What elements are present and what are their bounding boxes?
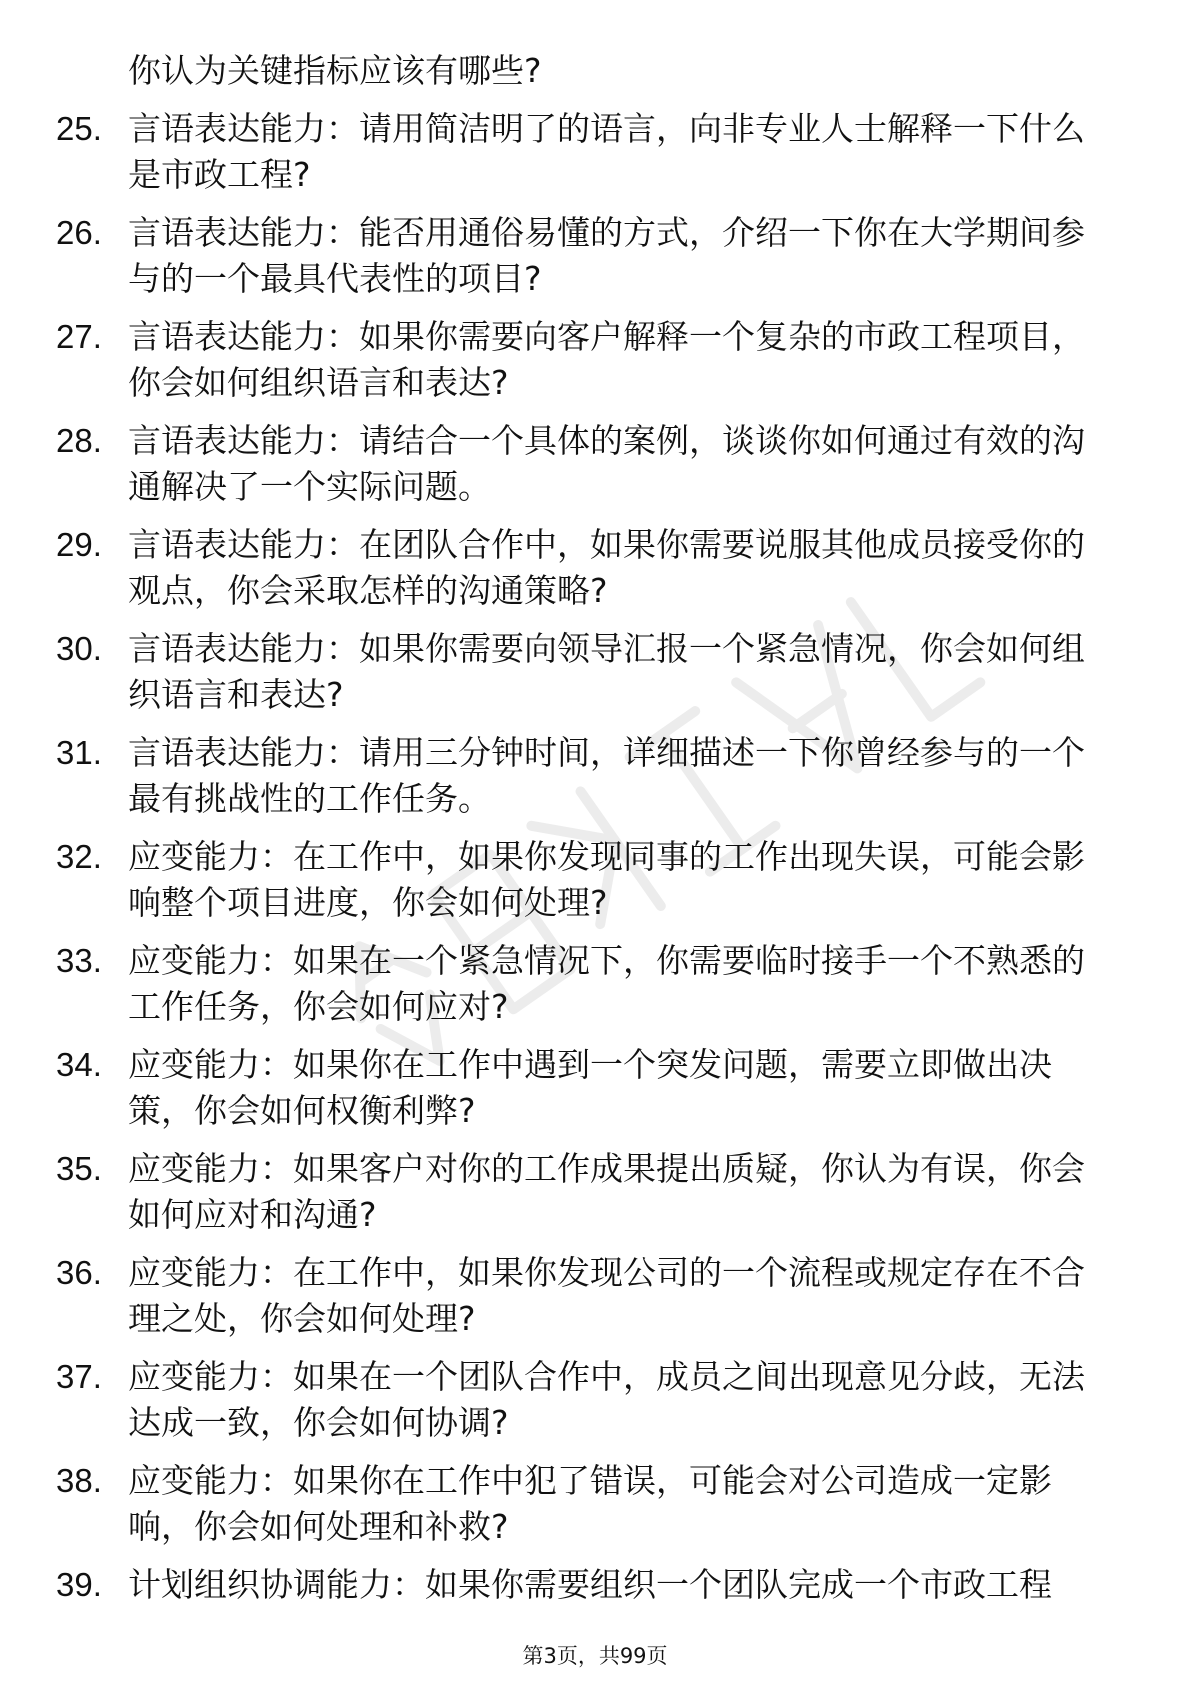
question-text: 言语表达能力：请结合一个具体的案例，谈谈你如何通过有效的沟通解决了一个实际问题。 (128, 421, 1085, 506)
question-text: 计划组织协调能力：如果你需要组织一个团队完成一个市政工程 (128, 1565, 1052, 1604)
question-text: 言语表达能力：如果你需要向领导汇报一个紧急情况，你会如何组织语言和表达? (128, 629, 1085, 714)
question-number: 32. (56, 838, 102, 875)
question-text: 应变能力：在工作中，如果你发现同事的工作出现失误，可能会影响整个项目进度，你会如何处理? (128, 837, 1085, 922)
question-number: 39. (56, 1566, 102, 1603)
question-item (56, 834, 1116, 926)
question-text: 言语表达能力：如果你需要向客户解释一个复杂的市政工程项目，你会如何组织语言和表达? (128, 317, 1085, 402)
question-item (56, 106, 1116, 198)
question-item (56, 1562, 1116, 1608)
question-item (56, 626, 1116, 718)
page-footer (0, 1642, 1190, 1670)
question-number: 28. (56, 422, 102, 459)
question-item (56, 1146, 1116, 1238)
question-number: 33. (56, 942, 102, 979)
question-text: 应变能力：如果在一个紧急情况下，你需要临时接手一个不熟悉的工作任务，你会如何应对? (128, 941, 1085, 1026)
question-item (56, 314, 1116, 406)
question-text: 言语表达能力：在团队合作中，如果你需要说服其他成员接受你的观点，你会采取怎样的沟通策略? (128, 525, 1085, 610)
question-item (56, 210, 1116, 302)
question-number: 25. (56, 110, 102, 147)
question-item (56, 1458, 1116, 1550)
question-text: 言语表达能力：能否用通俗易懂的方式，介绍一下你在大学期间参与的一个最具代表性的项目? (128, 213, 1085, 298)
question-number: 29. (56, 526, 102, 563)
question-item (56, 1250, 1116, 1342)
question-number: 36. (56, 1254, 102, 1291)
question-item (56, 938, 1116, 1030)
previous-question-continuation: 你认为关键指标应该有哪些? (128, 51, 542, 90)
question-number: 35. (56, 1150, 102, 1187)
question-number: 30. (56, 630, 102, 667)
question-item (56, 730, 1116, 822)
question-text: 应变能力：如果你在工作中遇到一个突发问题，需要立即做出决策，你会如何权衡利弊? (128, 1045, 1052, 1130)
question-number: 31. (56, 734, 102, 771)
question-number: 38. (56, 1462, 102, 1499)
question-number: 27. (56, 318, 102, 355)
question-text: 应变能力：如果你在工作中犯了错误，可能会对公司造成一定影响，你会如何处理和补救? (128, 1461, 1052, 1546)
question-number: 26. (56, 214, 102, 251)
question-text: 应变能力：在工作中，如果你发现公司的一个流程或规定存在不合理之处，你会如何处理? (128, 1253, 1085, 1338)
question-text: 言语表达能力：请用简洁明了的语言，向非专业人士解释一下什么是市政工程? (128, 109, 1085, 194)
question-text: 应变能力：如果在一个团队合作中，成员之间出现意见分歧，无法达成一致，你会如何协调? (128, 1357, 1085, 1442)
question-item (56, 1042, 1116, 1134)
question-item (56, 522, 1116, 614)
question-text: 应变能力：如果客户对你的工作成果提出质疑，你认为有误，你会如何应对和沟通? (128, 1149, 1085, 1234)
question-number: 37. (56, 1358, 102, 1395)
question-number: 34. (56, 1046, 102, 1083)
question-item (56, 1354, 1116, 1446)
question-list (56, 48, 1116, 1620)
page-number-label: 第3页，共99页 (522, 1644, 668, 1668)
question-text: 言语表达能力：请用三分钟时间，详细描述一下你曾经参与的一个最有挑战性的工作任务。 (128, 733, 1085, 818)
question-item (56, 418, 1116, 510)
